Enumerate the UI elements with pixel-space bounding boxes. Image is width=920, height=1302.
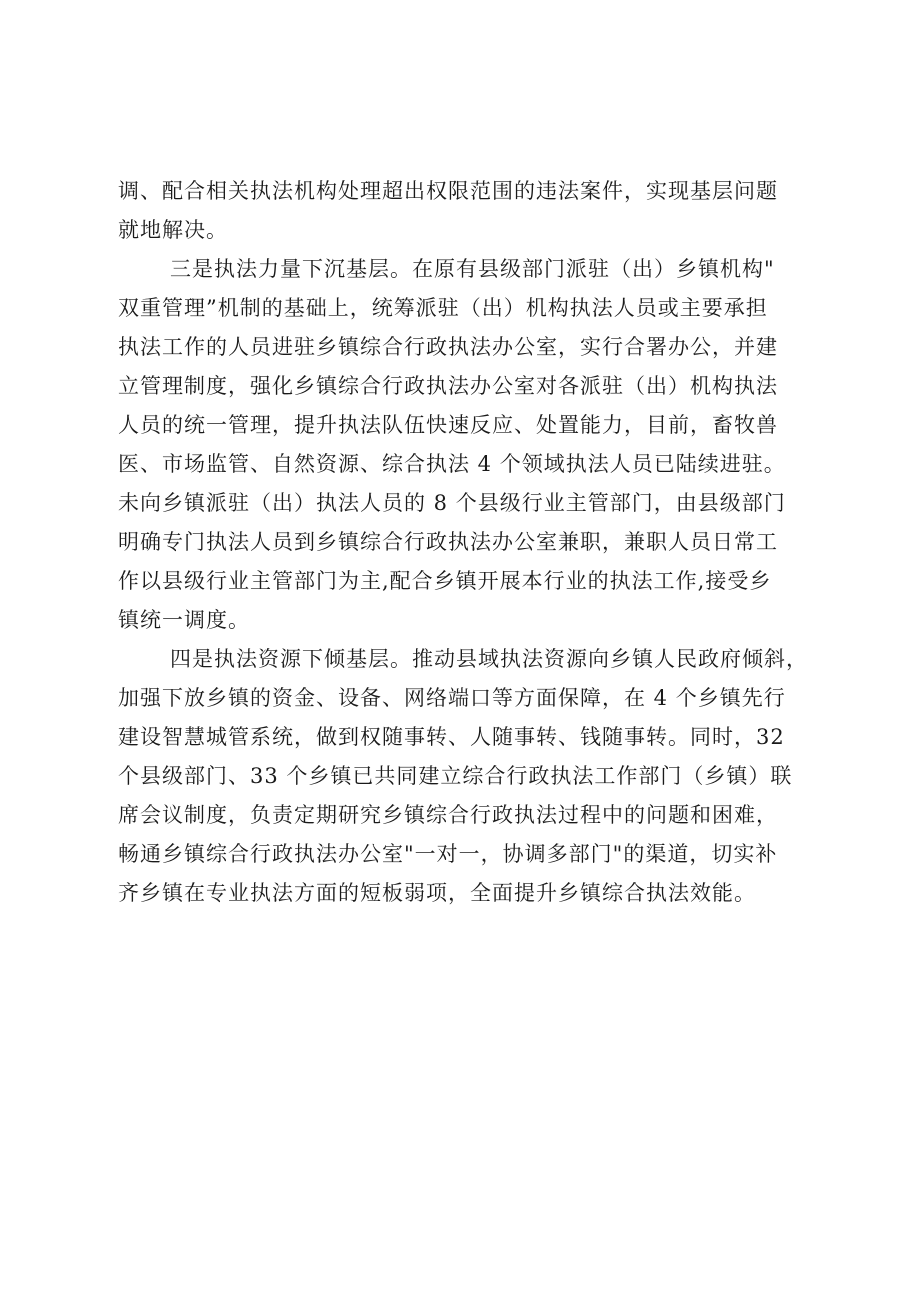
text-line: 畅通乡镇综合行政执法办公室"一对一，协调多部门"的渠道，切实补 [118, 842, 778, 866]
text-line: 立管理制度，强化乡镇综合行政执法办公室对各派驻（出）机构执法 [118, 374, 778, 398]
text-line: 就地解决。 [118, 218, 228, 242]
text-line: 人员的统一管理，提升执法队伍快速反应、处置能力，目前，畜牧兽 [118, 413, 778, 437]
text-line: 双重管理”机制的基础上，统筹派驻（出）机构执法人员或主要承担 [118, 296, 768, 320]
text-line: 明确专门执法人员到乡镇综合行政执法办公室兼职，兼职人员日常工 [118, 530, 778, 554]
text-line: 个县级部门、33 个乡镇已共同建立综合行政执法工作部门（乡镇）联 [118, 764, 793, 788]
text-line: 医、市场监管、自然资源、综合执法 4 个领域执法人员已陆续进驻。 [118, 452, 786, 476]
text-line: 镇统一调度。 [118, 608, 250, 632]
text-line: 三是执法力量下沉基层。在原有县级部门派驻（出）乡镇机构" [170, 257, 775, 281]
text-line: 齐乡镇在专业执法方面的短板弱项，全面提升乡镇综合执法效能。 [118, 881, 756, 905]
text-line: 四是执法资源下倾基层。推动县域执法资源向乡镇人民政府倾斜， [170, 647, 808, 671]
text-line: 调、配合相关执法机构处理超出权限范围的违法案件，实现基层问题 [118, 179, 778, 203]
paragraph-3 [118, 640, 818, 913]
text-line: 作以县级行业主管部门为主,配合乡镇开展本行业的执法工作,接受乡 [118, 569, 772, 593]
document-body [118, 172, 818, 913]
text-line: 席会议制度，负责定期研究乡镇综合行政执法过程中的问题和困难， [118, 803, 778, 827]
text-line: 加强下放乡镇的资金、设备、网络端口等方面保障，在 4 个乡镇先行 [118, 686, 786, 710]
text-line: 未向乡镇派驻（出）执法人员的 8 个县级行业主管部门，由县级部门 [118, 491, 786, 515]
text-line: 执法工作的人员进驻乡镇综合行政执法办公室，实行合署办公，并建 [118, 335, 778, 359]
text-line: 建设智慧城管系统，做到权随事转、人随事转、钱随事转。同时，32 [118, 725, 785, 749]
paragraph-1 [118, 172, 818, 250]
paragraph-2 [118, 250, 818, 640]
